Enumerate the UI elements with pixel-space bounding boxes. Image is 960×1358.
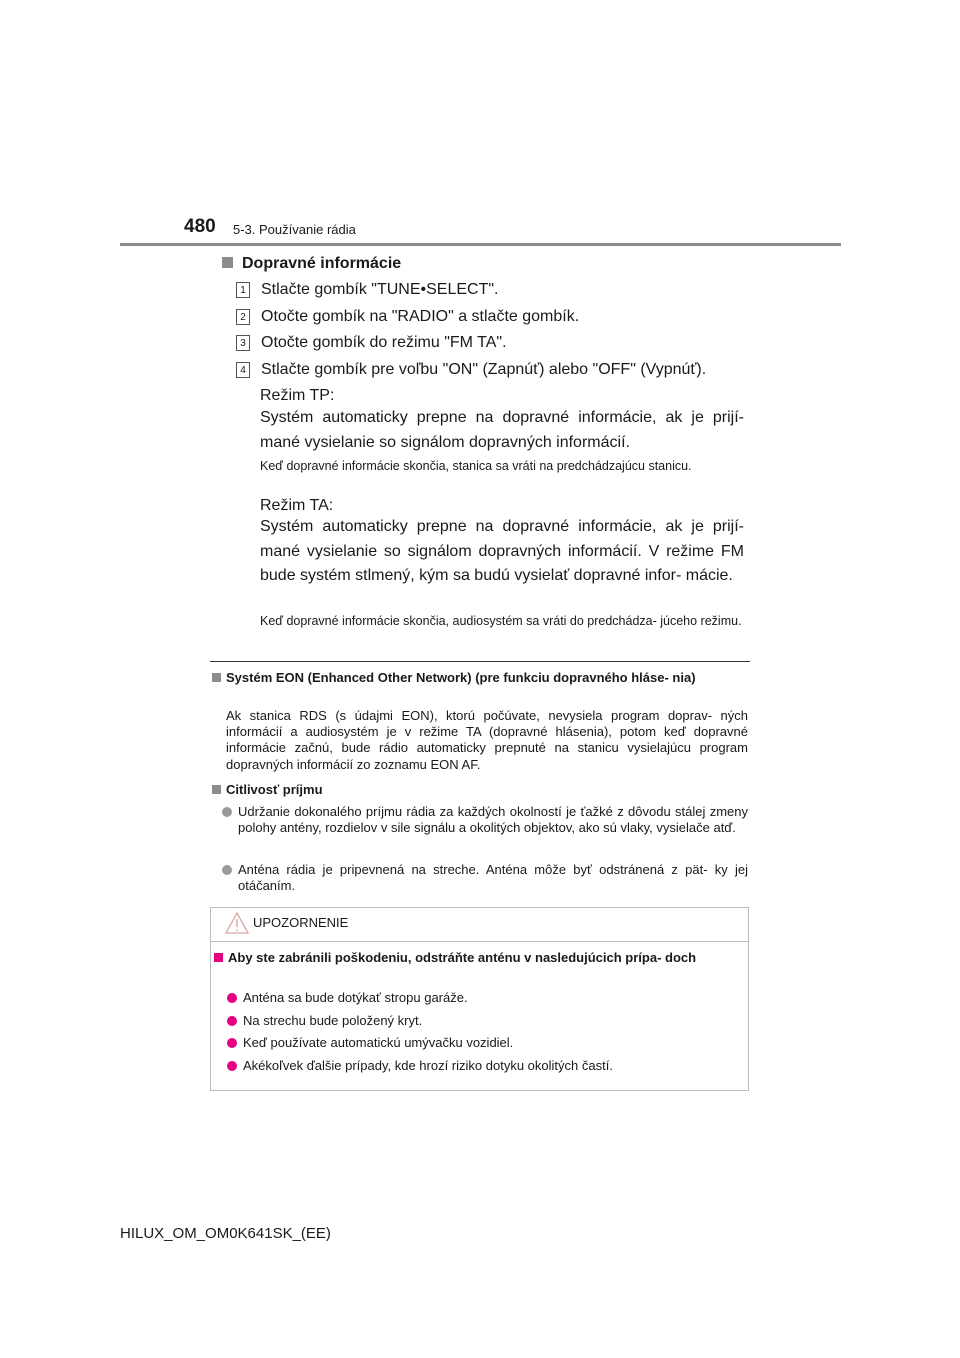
ta-mode-note: Keď dopravné informácie skončia, audiosystém sa vráti do predchádza- júceho režimu.	[260, 614, 742, 628]
square-bullet-icon	[214, 953, 223, 962]
circle-bullet-icon	[227, 993, 237, 1003]
traffic-heading-text: Dopravné informácie	[242, 255, 402, 272]
step-1-text: Stlačte gombík "TUNE•SELECT".	[261, 281, 499, 298]
tp-mode-note: Keď dopravné informácie skončia, stanica sa vráti na predchádzajúcu stanicu.	[260, 459, 692, 473]
warning-bullet-4-text: Akékoľvek ďalšie prípady, kde hrozí riziko dotyku okolitých častí.	[243, 1058, 613, 1073]
sensitivity-bullet-2-text: Anténa rádia je pripevnená na streche. Anténa môže byť odstránená z pät- ky jej otáčaním.	[238, 862, 748, 894]
warning-bullet-3-text: Keď používate automatickú umývačku vozidiel.	[243, 1035, 514, 1050]
tp-mode-title: Režim TP:	[260, 387, 335, 404]
step-3	[236, 334, 507, 352]
square-bullet-icon	[212, 673, 221, 682]
traffic-heading	[222, 255, 401, 273]
circle-bullet-icon	[222, 865, 232, 875]
ta-mode-title: Režim TA:	[260, 497, 334, 514]
circle-bullet-icon	[222, 807, 232, 817]
warning-bullet-2	[227, 1013, 742, 1028]
tp-mode-text: Systém automaticky prepne na dopravné informácie, ak je prijí- mané vysielanie so signálom dopravných informácií.	[260, 409, 744, 451]
header-divider	[120, 243, 841, 246]
eon-text: Ak stanica RDS (s údajmi EON), ktorú počúvate, nevysiela program doprav- ných informácií a audiosystém je v režime TA (dopravné hlásenia), potom keď dopravné informácie začnú, bude rádio automaticky prepnuté na stanicu vysielajúcu program dopravných informácií zo zoznamu EON AF.	[226, 708, 748, 772]
square-bullet-icon	[212, 785, 221, 794]
sensitivity-bullet-1	[222, 804, 748, 836]
step-4-text: Stlačte gombík pre voľbu "ON" (Zapnúť) alebo "OFF" (Vypnúť).	[261, 361, 707, 378]
warning-bullet-2-text: Na strechu bude položený kryt.	[243, 1013, 423, 1028]
step-number-1: 1	[236, 282, 250, 298]
step-2	[236, 308, 579, 326]
document-code: HILUX_OM_OM0K641SK_(EE)	[120, 1225, 331, 1242]
circle-bullet-icon	[227, 1016, 237, 1026]
warning-heading	[214, 950, 744, 967]
eon-heading	[212, 670, 748, 686]
sensitivity-bullet-1-text: Udržanie dokonalého príjmu rádia za každých okolností je ťažké z dôvodu stálej zmeny polohy antény, rozdielov v sile signálu a okolitých objektov, ako sú vlaky, vysielače atď.	[238, 804, 748, 836]
step-3-text: Otočte gombík do režimu "FM TA".	[261, 334, 507, 351]
ta-mode-text: Systém automaticky prepne na dopravné informácie, ak je prijí- mané vysielanie so signálom dopravných informácií. V režime FM bude systém stlmený, kým sa budú vysielať dopravné infor- mácie.	[260, 518, 744, 584]
eon-heading-text: Systém EON (Enhanced Other Network) (pre funkciu dopravného hláse- nia)	[226, 670, 696, 685]
warning-bullet-4	[227, 1058, 742, 1073]
step-4	[236, 361, 706, 379]
warning-title: UPOZORNENIE	[253, 915, 349, 930]
step-number-3: 3	[236, 335, 250, 351]
step-2-text: Otočte gombík na "RADIO" a stlačte gombík.	[261, 308, 580, 325]
sensitivity-heading-text: Citlivosť príjmu	[226, 782, 323, 797]
section-divider	[210, 661, 750, 662]
step-number-2: 2	[236, 309, 250, 325]
warning-header-divider	[211, 941, 748, 942]
warning-triangle-icon	[224, 911, 250, 935]
warning-bullet-3	[227, 1035, 742, 1050]
square-bullet-icon	[222, 257, 233, 268]
warning-bullet-1	[227, 990, 742, 1005]
step-number-4: 4	[236, 362, 250, 378]
sensitivity-bullet-2	[222, 862, 748, 894]
sensitivity-heading	[212, 782, 748, 798]
circle-bullet-icon	[227, 1061, 237, 1071]
page-number: 480	[184, 216, 216, 237]
circle-bullet-icon	[227, 1038, 237, 1048]
warning-heading-text: Aby ste zabránili poškodeniu, odstráňte anténu v nasledujúcich prípa- doch	[228, 950, 697, 965]
step-1	[236, 281, 498, 299]
warning-bullet-1-text: Anténa sa bude dotýkať stropu garáže.	[243, 990, 468, 1005]
section-title: 5-3. Používanie rádia	[233, 222, 356, 237]
